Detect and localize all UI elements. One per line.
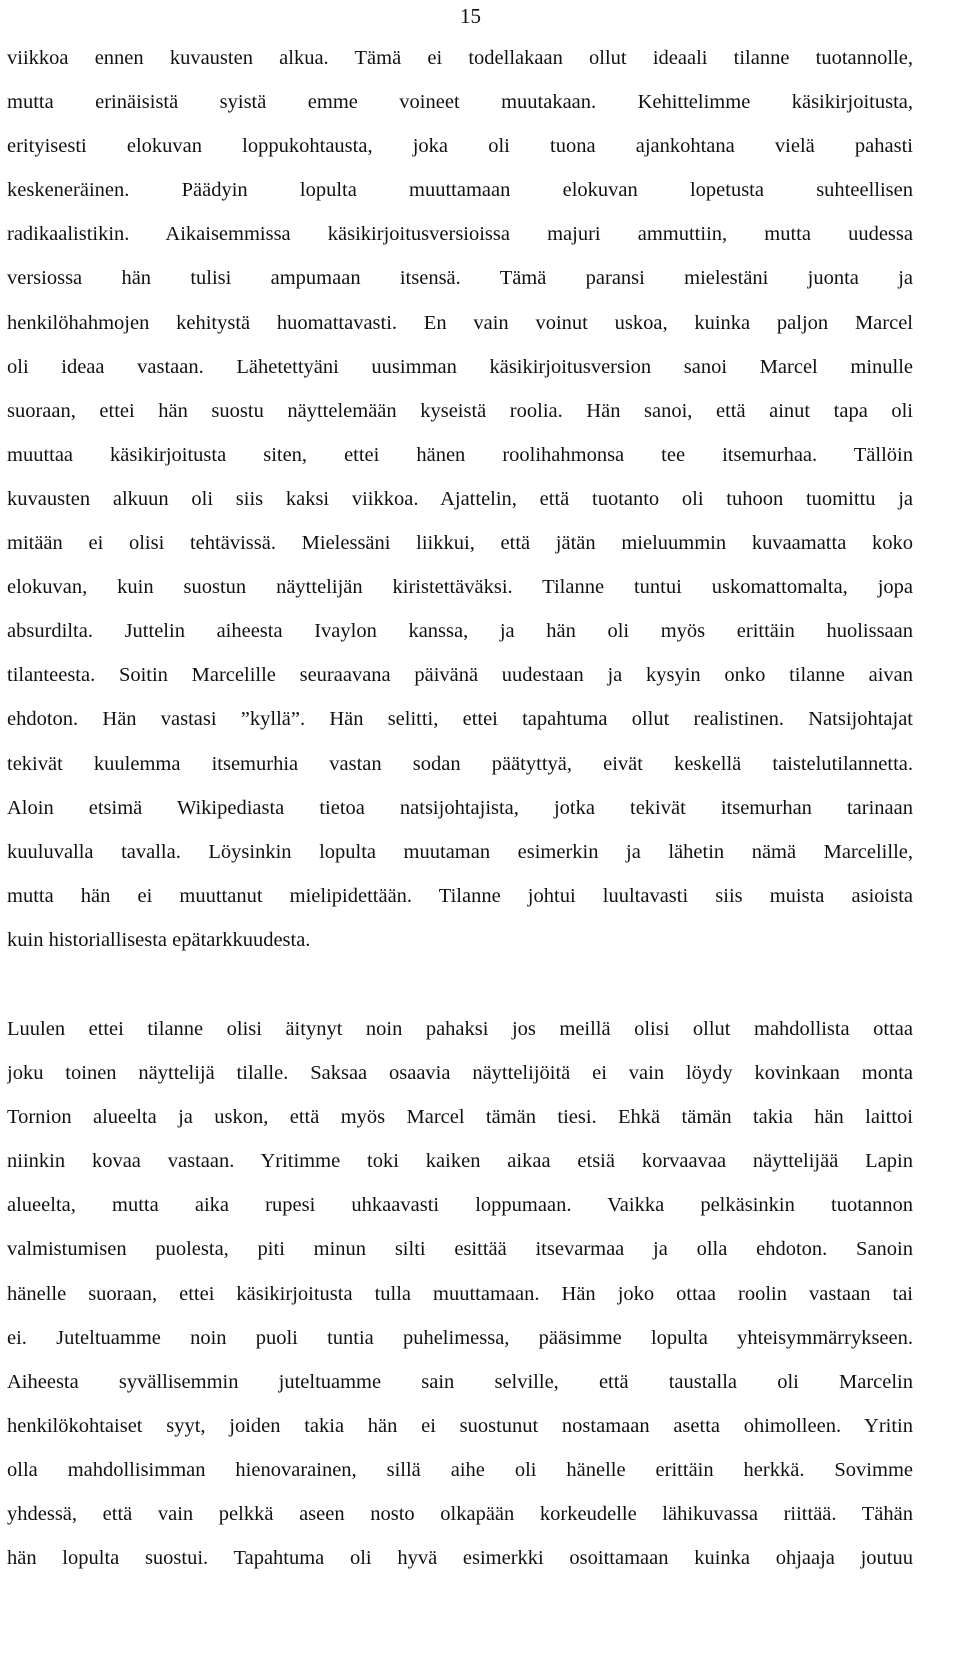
text-line: viikkoa ennen kuvausten alkua. Tämä ei todellakaan ollut ideaali tilanne tuotannolle, [7, 47, 913, 69]
text-line: Luulen ettei tilanne olisi äitynyt noin pahaksi jos meillä olisi ollut mahdollista ottaa [7, 1018, 913, 1040]
text-line: henkilökohtaiset syyt, joiden takia hän ei suostunut nostamaan asetta ohimolleen. Yritin [7, 1414, 913, 1437]
text-line: elokuvan, kuin suostun näyttelijän kiristettäväksi. Tilanne tuntui uskomattomalta, jopa [7, 576, 913, 599]
text-line: joku toinen näyttelijä tilalle. Saksaa osaavia näyttelijöitä ei vain löydy kovinkaan monta [7, 1062, 913, 1085]
text-line: hän lopulta suostui. Tapahtuma oli hyvä esimerkki osoittamaan kuinka ohjaaja joutuu [7, 1547, 913, 1570]
text-line: mitään ei olisi tehtävissä. Mielessäni liikkui, että jätän mieluummin kuvaamatta koko [7, 532, 913, 555]
text-line: erityisesti elokuvan loppukohtausta, joka oli tuona ajankohtana vielä pahasti [7, 135, 913, 158]
text-line: mutta erinäisistä syistä emme voineet muutakaan. Kehittelimme käsikirjoitusta, [7, 91, 913, 114]
text-line: keskeneräinen. Päädyin lopulta muuttamaan elokuvan lopetusta suhteellisen [7, 179, 913, 202]
text-line: Tornion alueelta ja uskon, että myös Marcel tämän tiesi. Ehkä tämän takia hän laittoi [7, 1106, 913, 1129]
text-line: tilanteesta. Soitin Marcelille seuraavana päivänä uudestaan ja kysyin onko tilanne aivan [7, 664, 913, 687]
text-line: versiossa hän tulisi ampumaan itsensä. Tämä paransi mielestäni juonta ja [7, 267, 913, 290]
text-line: suoraan, ettei hän suostu näyttelemään kyseistä roolia. Hän sanoi, että ainut tapa oli [7, 399, 913, 422]
text-line: henkilöhahmojen kehitystä huomattavasti. En vain voinut uskoa, kuinka paljon Marcel [7, 311, 913, 334]
text-line: kuin historiallisesta epätarkkuudesta. [7, 928, 311, 951]
text-line: oli ideaa vastaan. Lähetettyäni uusimman käsikirjoitusversion sanoi Marcel minulle [7, 355, 913, 378]
text-line: tekivät kuulemma itsemurhia vastan sodan päätyttyä, eivät keskellä taistelutilannetta. [7, 752, 913, 775]
text-line: ei. Juteltuamme noin puoli tuntia puhelimessa, pääsimme lopulta yhteisymmärrykseen. [7, 1326, 913, 1349]
text-line: muuttaa käsikirjoitusta siten, ettei hänen roolihahmonsa tee itsemurhaa. Tällöin [7, 443, 913, 466]
text-line: kuuluvalla tavalla. Löysinkin lopulta muutaman esimerkin ja lähetin nämä Marcelille, [7, 840, 913, 863]
text-line: niinkin kovaa vastaan. Yritimme toki kaiken aikaa etsiä korvaavaa näyttelijää Lapin [7, 1150, 913, 1173]
text-line: hänelle suoraan, ettei käsikirjoitusta tulla muuttamaan. Hän joko ottaa roolin vastaan tai [7, 1282, 913, 1305]
text-line: ehdoton. Hän vastasi ”kyllä”. Hän selitti, ettei tapahtuma ollut realistinen. Natsijohtajat [7, 708, 913, 731]
text-line: olla mahdollisimman hienovarainen, sillä aihe oli hänelle erittäin herkkä. Sovimme [7, 1458, 913, 1481]
text-line: yhdessä, että vain pelkkä aseen nosto olkapään korkeudelle lähikuvassa riittää. Tähän [7, 1503, 913, 1526]
text-line: mutta hän ei muuttanut mielipidettään. Tilanne johtui luultavasti siis muista asioista [7, 884, 913, 907]
paragraph-2 [7, 1007, 913, 1580]
text-line: Aloin etsimä Wikipediasta tietoa natsijohtajista, jotka tekivät itsemurhan tarinaan [7, 796, 913, 819]
text-line: kuvausten alkuun oli siis kaksi viikkoa. Ajattelin, että tuotanto oli tuhoon tuomittu ja [7, 487, 913, 510]
page-number: 15 [460, 4, 481, 28]
text-line: absurdilta. Juttelin aiheesta Ivaylon kanssa, ja hän oli myös erittäin huolissaan [7, 620, 913, 643]
text-line: alueelta, mutta aika rupesi uhkaavasti loppumaan. Vaikka pelkäsinkin tuotannon [7, 1194, 913, 1217]
text-line: Aiheesta syvällisemmin juteltuamme sain selville, että taustalla oli Marcelin [7, 1370, 913, 1393]
paragraph-1 [7, 36, 913, 962]
text-line: radikaalistikin. Aikaisemmissa käsikirjoitusversioissa majuri ammuttiin, mutta uudessa [7, 223, 913, 246]
text-line: valmistumisen puolesta, piti minun silti esittää itsevarmaa ja olla ehdoton. Sanoin [7, 1238, 913, 1261]
